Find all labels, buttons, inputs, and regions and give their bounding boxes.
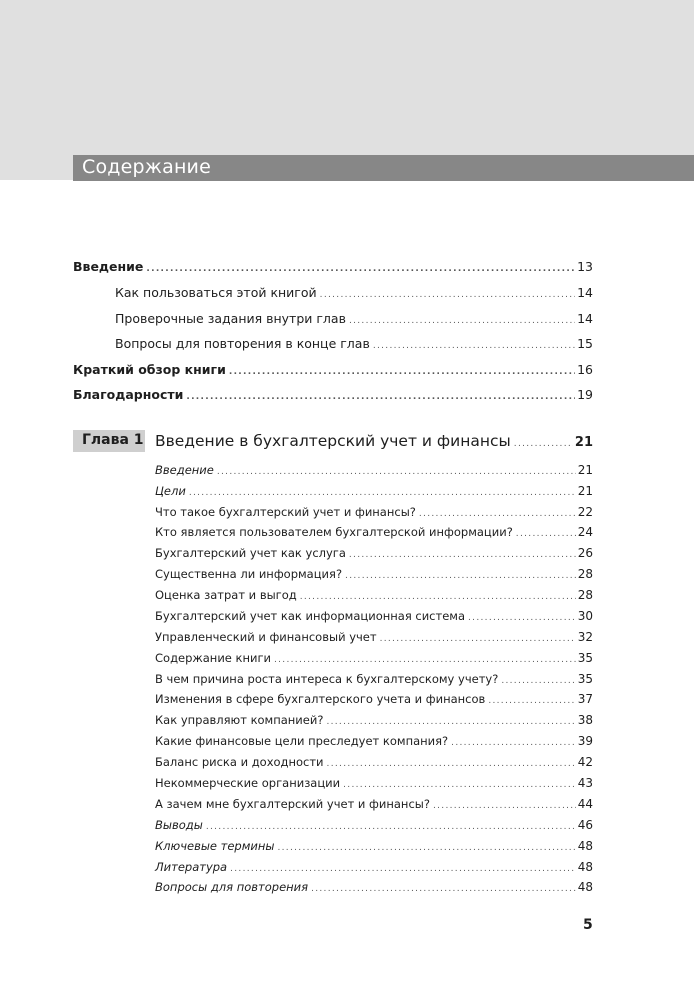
toc-entry-label: Благодарности xyxy=(73,387,184,402)
toc-section-page: 24 xyxy=(577,525,593,539)
toc-entry-chapter-1[interactable] xyxy=(155,432,593,450)
leader-dots xyxy=(320,290,575,300)
page-number: 5 xyxy=(583,917,593,933)
toc-section-page: 35 xyxy=(577,672,593,686)
toc-section[interactable] xyxy=(155,734,593,748)
toc-section-page: 48 xyxy=(577,839,593,853)
toc-entry-page: 14 xyxy=(577,285,593,300)
page-title: Содержание xyxy=(82,156,211,178)
toc-section-label: Оценка затрат и выгод xyxy=(155,588,297,602)
toc-entry-introduction[interactable] xyxy=(73,259,593,274)
toc-section-page: 35 xyxy=(577,651,593,665)
leader-dots xyxy=(186,392,575,402)
toc-section[interactable] xyxy=(155,567,593,581)
leader-dots xyxy=(433,801,576,811)
toc-section[interactable] xyxy=(155,505,593,519)
toc-section-page: 46 xyxy=(577,818,593,832)
leader-dots xyxy=(229,367,575,377)
toc-section-label: Бухгалтерский учет как услуга xyxy=(155,546,346,560)
toc-entry-label: Как пользоваться этой книгой xyxy=(115,285,317,300)
toc-entry-page: 16 xyxy=(577,362,593,377)
leader-dots xyxy=(230,864,576,874)
leader-dots xyxy=(326,717,575,727)
leader-dots xyxy=(468,613,576,623)
chapter-title: Введение в бухгалтерский учет и финансы xyxy=(155,432,511,450)
leader-dots xyxy=(349,316,575,326)
leader-dots xyxy=(501,676,575,686)
header-band xyxy=(0,0,694,180)
toc-section[interactable] xyxy=(155,755,593,769)
toc-entry-label: Вопросы для повторения в конце глав xyxy=(115,336,370,351)
leader-dots xyxy=(373,341,575,351)
leader-dots xyxy=(206,822,576,832)
toc-section[interactable] xyxy=(155,609,593,623)
toc-section[interactable] xyxy=(155,546,593,560)
toc-section[interactable] xyxy=(155,588,593,602)
toc-section-page: 43 xyxy=(577,776,593,790)
leader-dots xyxy=(380,634,576,644)
toc-entry-acknowledgements[interactable] xyxy=(73,387,593,402)
toc-section[interactable] xyxy=(155,797,593,811)
leader-dots xyxy=(300,592,576,602)
toc-section-label: Цели xyxy=(155,484,186,498)
toc-entry-label: Проверочные задания внутри глав xyxy=(115,311,346,326)
toc-section[interactable] xyxy=(155,651,593,665)
leader-dots xyxy=(343,780,576,790)
toc-section-page: 28 xyxy=(577,567,593,581)
toc-section-label: Управленческий и финансовый учет xyxy=(155,630,377,644)
toc-section-label: Какие финансовые цели преследует компания? xyxy=(155,734,449,748)
toc-section-page: 44 xyxy=(577,797,593,811)
leader-dots xyxy=(419,509,576,519)
toc-section-page: 30 xyxy=(577,609,593,623)
toc-section[interactable] xyxy=(155,839,593,853)
toc-section[interactable] xyxy=(155,463,593,477)
chapter-label-box xyxy=(73,430,145,452)
toc-section-label: Литература xyxy=(155,860,228,874)
toc-section-page: 26 xyxy=(577,546,593,560)
toc-section-page: 21 xyxy=(577,463,593,477)
toc-section-label: Выводы xyxy=(155,818,203,832)
toc-section-page: 48 xyxy=(577,860,593,874)
chapter-page: 21 xyxy=(574,435,593,450)
toc-entry-page: 15 xyxy=(577,336,593,351)
leader-dots xyxy=(189,488,576,498)
toc-section-label: Введение xyxy=(155,463,214,477)
leader-dots xyxy=(488,696,575,706)
toc-section[interactable] xyxy=(155,630,593,644)
toc-section-label: Что такое бухгалтерский учет и финансы? xyxy=(155,505,416,519)
leader-dots xyxy=(277,843,575,853)
toc-section-page: 42 xyxy=(577,755,593,769)
toc-section-label: Вопросы для повторения xyxy=(155,880,309,894)
leader-dots xyxy=(217,467,576,477)
toc-section-label: Как управляют компанией? xyxy=(155,713,324,727)
leader-dots xyxy=(311,884,576,894)
toc-entry-review-questions[interactable] xyxy=(115,336,593,351)
toc-section-page: 48 xyxy=(577,880,593,894)
toc-section-label: Изменения в сфере бухгалтерского учета и финансов xyxy=(155,692,486,706)
toc-section-page: 21 xyxy=(577,484,593,498)
toc-section[interactable] xyxy=(155,484,593,498)
toc-section-label: Ключевые термины xyxy=(155,839,275,853)
leader-dots xyxy=(451,738,576,748)
toc-section-label: Некоммерческие организации xyxy=(155,776,341,790)
toc-section-label: Содержание книги xyxy=(155,651,271,665)
leader-dots xyxy=(274,655,576,665)
toc-section[interactable] xyxy=(155,860,593,874)
toc-section-page: 39 xyxy=(577,734,593,748)
leader-dots xyxy=(146,264,575,274)
toc-entry-activities[interactable] xyxy=(115,311,593,326)
toc-section[interactable] xyxy=(155,818,593,832)
toc-section-page: 32 xyxy=(577,630,593,644)
toc-section-label: Баланс риска и доходности xyxy=(155,755,324,769)
toc-entry-how-to-use[interactable] xyxy=(115,285,593,300)
leader-dots xyxy=(327,759,576,769)
leader-dots xyxy=(345,571,576,581)
contents-title-bar xyxy=(73,155,694,181)
leader-dots xyxy=(516,529,576,539)
toc-section-page: 38 xyxy=(577,713,593,727)
toc-entry-label: Краткий обзор книги xyxy=(73,362,226,377)
toc-entry-overview[interactable] xyxy=(73,362,593,377)
toc-section[interactable] xyxy=(155,692,593,706)
toc-section[interactable] xyxy=(155,880,593,894)
leader-dots xyxy=(349,550,576,560)
toc-section-page: 28 xyxy=(577,588,593,602)
chapter-label: Глава 1 xyxy=(82,432,144,448)
toc-section-label: А зачем мне бухгалтерский учет и финансы? xyxy=(155,797,430,811)
leader-dots xyxy=(514,439,573,449)
toc-entry-page: 19 xyxy=(577,387,593,402)
toc-section[interactable] xyxy=(155,525,593,539)
toc-section[interactable] xyxy=(155,672,593,686)
toc-section-page: 37 xyxy=(577,692,593,706)
toc-section[interactable] xyxy=(155,713,593,727)
toc-entry-label: Введение xyxy=(73,259,144,274)
toc-section-label: В чем причина роста интереса к бухгалтерскому учету? xyxy=(155,672,499,686)
toc-section-label: Существенна ли информация? xyxy=(155,567,343,581)
toc-entry-page: 13 xyxy=(577,259,593,274)
toc-section[interactable] xyxy=(155,776,593,790)
toc-entry-page: 14 xyxy=(577,311,593,326)
toc-section-page: 22 xyxy=(577,505,593,519)
toc-section-label: Кто является пользователем бухгалтерской информации? xyxy=(155,525,513,539)
toc-section-label: Бухгалтерский учет как информационная система xyxy=(155,609,466,623)
